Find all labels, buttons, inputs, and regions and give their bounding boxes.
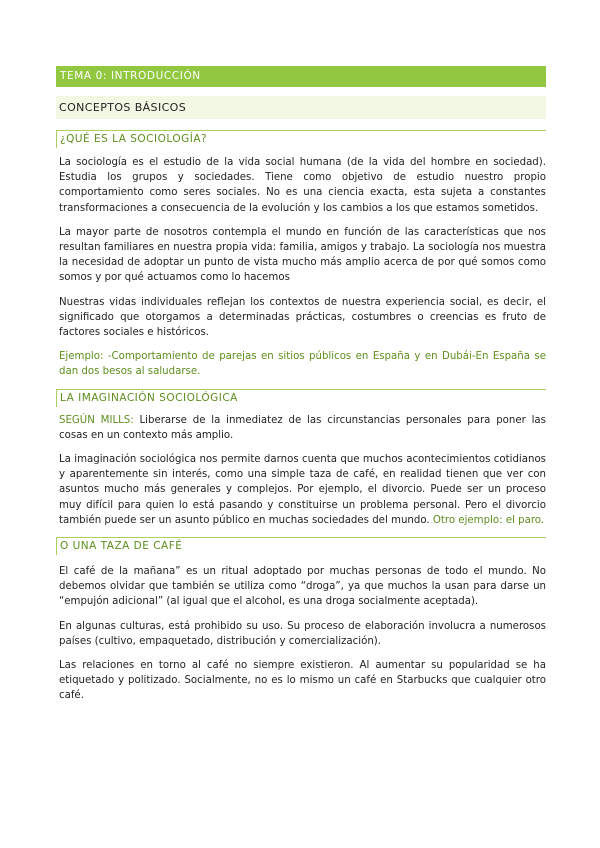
section-heading-sociologia: ¿QUÉ ES LA SOCIOLOGÍA? — [56, 130, 546, 148]
conceptos-title-bar: CONCEPTOS BÁSICOS — [56, 96, 546, 119]
example-sociologia: Ejemplo: -Comportamiento de parejas en sitios públicos en España y en Dubái-En España se dan dos besos al saludarse. — [59, 351, 546, 378]
paragraph-cafe-3: Las relaciones en torno al café no siempre existieron. Al aumentar su popularidad se ha etiquetado y politizado. Socialmente, no es lo mismo un café en Starbucks que cualquier otro café. — [59, 660, 546, 702]
paragraph-imaginacion-2 — [56, 452, 546, 528]
paragraph-cafe-2: En algunas culturas, está prohibido su uso. Su proceso de elaboración involucra a numerosos países (cultivo, empaquetado, distribución y comercialización). — [59, 620, 546, 647]
imaginacion-body-text: La imaginación sociológica nos permite darnos cuenta que muchos acontecimientos cotidianos y aparentemente sin interés, como una simple taza de café, en realidad tienen que ver con asuntos mucho más generales y complejos. Por ejemplo, el divorcio. Puede ser un proceso muy difícil para quien lo está pasando y constituirse un problema personal. Pero el divorcio también puede ser un asunto público en muchas sociedades del mundo. — [59, 454, 546, 526]
paragraph-sociologia-3: Nuestras vidas individuales reflejan los contextos de nuestra experiencia social, es decir, el significado que otorgamos a determinadas prácticas, costumbres o creencias es fruto de factores sociales e históricos. — [59, 296, 546, 339]
section-heading-imaginacion: LA IMAGINACIÓN SOCIOLÓGICA — [56, 389, 546, 407]
section-heading-cafe: O UNA TAZA DE CAFÉ — [56, 537, 546, 555]
otro-ejemplo-text: Otro ejemplo: el paro. — [432, 514, 545, 526]
paragraph-sociologia-2: La mayor parte de nosotros contempla el mundo en función de las características que nos resultan familiares en nuestra propia vida: familia, amigos y trabajo. La sociología nos muestra la necesidad de adoptar un punto de vista mucho más amplio acerca de por qué somos como somos y por qué actuamos como lo hacemos — [59, 226, 546, 284]
segun-mills-text: Liberarse de la inmediatez de las circunstancias personales para poner las cosas en un contexto más amplio. — [59, 414, 546, 441]
document-page — [56, 66, 546, 704]
tema-title-bar: TEMA 0: INTRODUCCIÓN — [56, 66, 546, 87]
paragraph-sociologia-1: La sociología es el estudio de la vida social humana (de la vida del hombre en sociedad). Estudia los grupos y sociedades. Tiene como objetivo de estudio nuestro propio comportamiento como seres sociales. No es una ciencia exacta, esta sujeta a constantes transformaciones a consecuencia de la evolución y los cambios a los que estamos sometidos. — [59, 157, 546, 214]
segun-mills-label: SEGÚN MILLS: — [59, 414, 134, 426]
paragraph-imaginacion-1 — [56, 413, 546, 443]
paragraph-cafe-1: El café de la mañana” es un ritual adoptado por muchas personas de todo el mundo. No debemos olvidar que también se utiliza como “droga”, ya que muchos la usan para darse un “empujón adicional” (al igual que el alcohol, es una droga socialmente aceptada). — [59, 566, 546, 608]
